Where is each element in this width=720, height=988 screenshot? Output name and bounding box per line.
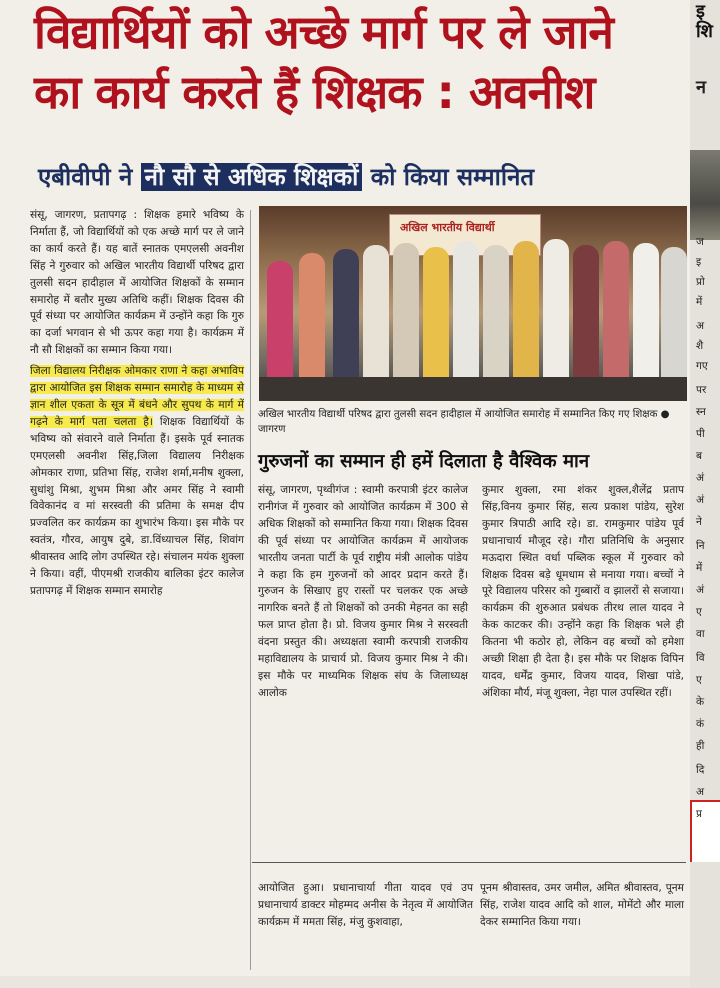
article-paragraph-1: संसू, जागरण, प्रतापगढ़ : शिक्षक हमारे भविष्य के निर्माता हैं, जो विद्यार्थियों को एक अच्छे मार्ग पर ले जाने का कार्य करते हैं। यह बातें स्नातक एमएलसी अवनीश सिंह ने गुरुवार को अखिल भारतीय विद्यार्थी परिषद द्वारा तुलसी सदन हादीहाल में आयोजित शिक्षकों के सम्मान समारोह में बतौर मुख्य अतिथि कहीं। शिक्षक दिवस की पूर्व संध्या पर आयोजित कार्यक्रम में उन्होंने कहा कि गुरु का दर्जा भगवान से भी ऊपर कहा गया है। कार्यक्रम में नौ सौ शिक्षकों का सम्मान किया गया।: [30, 209, 244, 357]
adjacent-text-fragment: पी: [696, 428, 705, 440]
person-figure: [453, 241, 479, 381]
adjacent-text-fragment: अं: [696, 472, 705, 484]
adjacent-text-fragment: में: [696, 562, 703, 574]
adjacent-text-fragment: शि: [696, 21, 713, 42]
person-figure: [423, 247, 449, 381]
adjacent-text-fragment: वा: [696, 628, 705, 640]
adjacent-text-fragment: न: [696, 77, 706, 98]
person-figure: [333, 249, 359, 381]
person-figure: [483, 245, 509, 381]
article-paragraph-2-rest: शिक्षक विद्यार्थियों के भविष्य को संवारने वाले निर्माता हैं। इसके पूर्व स्नातक एमएलसी अवनीश सिंह,जिला विद्यालय निरीक्षक ओमकार राणा, प्रतिभा सिंह, राजेश शर्मा,मनीष शुक्ला, सुधांशु मिश्रा, शुभम मिश्रा और अमर सिंह ने स्वामी विवेकानंद व मां सरस्वती की प्रतिमा के समक्ष दीप प्रज्वलित कर कार्यक्रम का शुभारंभ किया। इस मौके पर स्वतंत्र, गौरव, आयुष दुबे, डा.विंध्याचल सिंह, शिवांग श्रीवास्तव आदि लोग उपस्थित रहे। संचालन मयंक शुक्ला ने किया। वहीं, पीएमश्री राजकीय बालिका इंटर कालेज प्रतापगढ़ में शिक्षक सम्मान समारोह: [30, 415, 244, 597]
adjacent-text-fragment: ब: [696, 450, 702, 462]
adjacent-text-fragment: इ: [696, 1, 705, 22]
person-figure: [299, 253, 325, 381]
bottom-strip: [0, 976, 690, 988]
story2-title: गुरुजनों का सम्मान ही हमें दिलाता है वैश्विक मान: [258, 451, 590, 472]
adjacent-text-fragment: ही: [696, 740, 705, 752]
adjacent-text-fragment: कं: [696, 718, 705, 730]
divider-rule: [252, 862, 686, 863]
person-figure: [661, 247, 687, 381]
story2-column-2: कुमार शुक्ला, रमा शंकर शुक्ल,शैलेंद्र प्रताप सिंह,विनय कुमार सिंह, सत्य प्रकाश पांडेय, सुरेश कुमार त्रिपाठी आदि रहे। डा. रामकुमार पांडेय पूर्व प्रधानाचार्य मौजूद रहे। गौरा प्रतिनिधि के अनुसार मऊदारा स्थित वर्धा पब्लिक स्कूल में गुरुवार को शिक्षक दिवस बड़े धूमधाम से मनाया गया। बच्चों ने पूरे विद्यालय परिसर को गुब्बारों व झालरों से सजाया। कार्यक्रम की शुरुआत प्रबंधक तीरथ लाल यादव ने केक काटकर की। उन्होंने कहा कि शिक्षक भले ही कितना भी कठोर हो, लेकिन वह बच्चों को हमेशा अच्छी शिक्षा ही देता है। इस मौके पर शिक्षक विपिन यादव, धर्मेंद्र कुमार, विजय यादव, शिखा पांडे, अंशिका मौर्य, मंजू शुक्ला, नेहा पाल उपस्थित रहीं।: [482, 484, 684, 699]
highlighted-quote: जिला विद्यालय निरीक्षक ओमकार राणा ने कहा अभाविप द्वारा आयोजित इस शिक्षक सम्मान समारोह के माध्यम से ज्ञान शील एकता के सूत्र में बंधने और सुपथ के मार्ग में गढ़ने के मार्ग पता चलता है।: [30, 365, 244, 428]
person-figure: [543, 239, 569, 381]
subhead-before: एबीवीपी ने: [38, 163, 133, 191]
adjacent-text-fragment: इ: [696, 256, 702, 268]
event-photo: [259, 206, 687, 401]
adjacent-text-fragment: में: [696, 296, 703, 308]
article-paragraph-2: [30, 363, 244, 600]
adjacent-text-fragment: नि: [696, 540, 705, 552]
column-divider: [250, 210, 251, 970]
adjacent-photo: [690, 150, 720, 240]
person-figure: [603, 241, 629, 381]
adjacent-text-fragment: ज: [696, 236, 704, 248]
story2-column-1: संसू, जागरण, पृथ्वीगंज : स्वामी करपात्री इंटर कालेज रानीगंज में गुरुवार को आयोजित कार्यक्रम में 300 से अधिक शिक्षकों को सम्मानित किया गया। शिक्षक दिवस की पूर्व संध्या पर आयोजित कार्यक्रम में आयोजक भारतीय जनता पार्टी के पूर्व राष्ट्रीय मंत्री आलोक पांडेय ने कहा कि हम गुरुजनों को आदर प्रदान करते हैं। गुरुजन के सिखाए हुए रास्तों पर चलकर एक अच्छे नागरिक बनते हैं तो शिक्षकों को उनकी मेहनत का सही फल प्राप्त होता है। प्रो. विजय कुमार मिश्र ने सरस्वती वंदना प्रस्तुत की। अध्यक्षता स्वामी करपात्री राजकीय महाविद्यालय के प्राचार्य प्रो. विजय कुमार मिश्र ने की। इस मौके पर माध्यमिक शिक्षक संघ के जिलाध्यक्ष आलोक: [258, 484, 468, 699]
article-left-column: [30, 207, 244, 600]
person-figure: [363, 245, 389, 381]
photo-caption: अखिल भारतीय विद्यार्थी परिषद द्वारा तुलसी सदन हादीहाल में आयोजित समारोह में सम्मानित किए गए शिक्षक ● जागरण: [258, 409, 670, 435]
person-figure: [267, 261, 293, 381]
adjacent-text-fragment: दि: [696, 764, 705, 776]
person-figure: [393, 243, 419, 381]
adjacent-page-edge: [690, 0, 720, 988]
adjacent-text-fragment: ए: [696, 606, 702, 618]
adjacent-text-fragment: अ: [696, 786, 705, 798]
headline-line-2: का कार्य करते हैं शिक्षक : अवनीश: [34, 65, 595, 119]
person-figure: [633, 243, 659, 381]
adjacent-text-fragment: प्र: [696, 808, 702, 820]
photo-floor: [259, 377, 687, 401]
subhead-highlight: नौ सौ से अधिक शिक्षकों: [141, 163, 363, 191]
person-figure: [573, 245, 599, 381]
continuation-column-2: पूनम श्रीवास्तव, उमर जमील, अमित श्रीवास्तव, पूनम सिंह, राजेश यादव आदि को शाल, मोमेंटो और माला देकर सम्मानित किया गया।: [480, 882, 684, 928]
adjacent-text-fragment: प्रो: [696, 276, 705, 288]
adjacent-box: [690, 800, 720, 862]
adjacent-text-fragment: ए: [696, 674, 702, 686]
adjacent-text-fragment: गए: [696, 360, 708, 372]
adjacent-text-fragment: शै: [696, 340, 704, 352]
subheadline: [38, 160, 534, 194]
headline-line-1: विद्यार्थियों को अच्छे मार्ग पर ले जाने: [34, 5, 613, 59]
subhead-after: को किया सम्मानित: [370, 163, 535, 191]
adjacent-text-fragment: ने: [696, 516, 702, 528]
adjacent-text-fragment: वि: [696, 652, 705, 664]
adjacent-text-fragment: अं: [696, 494, 705, 506]
photo-banner-text: अखिल भारतीय विद्यार्थी: [400, 221, 495, 234]
adjacent-text-fragment: पर: [696, 384, 707, 396]
adjacent-text-fragment: अं: [696, 584, 705, 596]
person-figure: [513, 241, 539, 381]
adjacent-text-fragment: स्न: [696, 406, 706, 418]
adjacent-text-fragment: अ: [696, 320, 705, 332]
adjacent-text-fragment: के: [696, 696, 705, 708]
continuation-column-1: आयोजित हुआ। प्रधानाचार्या गीता यादव एवं उप प्रधानाचार्य डाक्टर मोहम्मद अनीस के नेतृत्व में आयोजित कार्यक्रम में ममता सिंह, मंजु कुशवाहा,: [258, 882, 473, 928]
